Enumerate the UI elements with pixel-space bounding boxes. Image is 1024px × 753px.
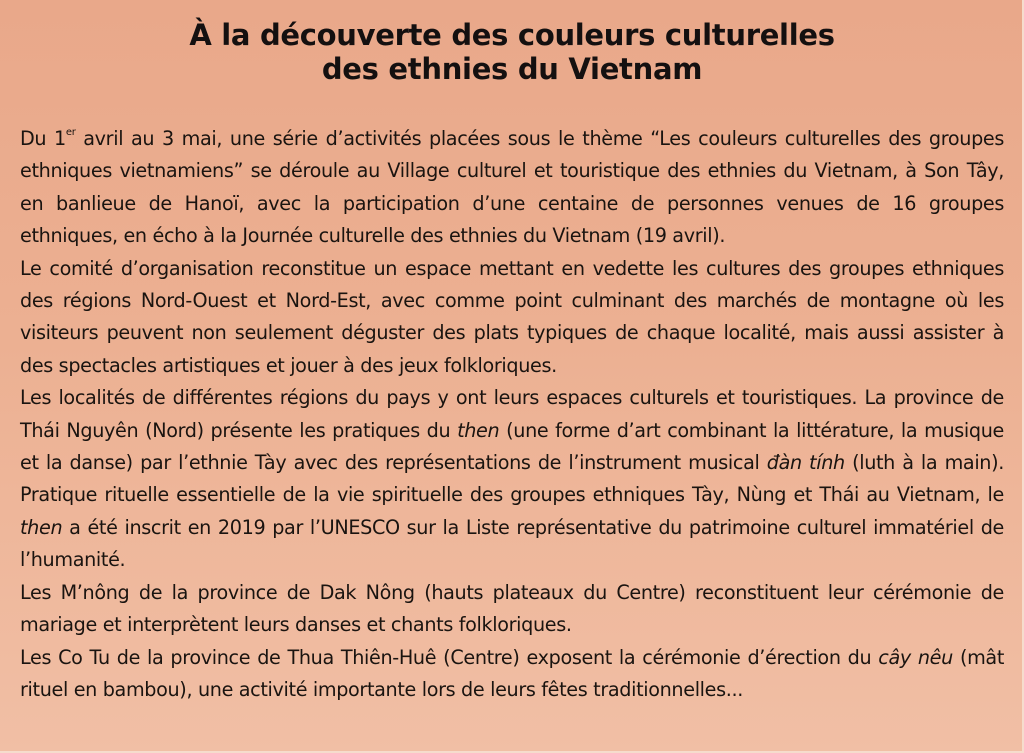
paragraph-thai-nguyen <box>20 382 1004 576</box>
paragraph-text: Les Co Tu de la province de Thua Thiên-Huê (Centre) exposent la cérémonie d’érection du <box>20 645 879 669</box>
title-line-2: des ethnies du Vietnam <box>321 52 703 86</box>
paragraph-text: a été inscrit en 2019 par l’UNESCO sur la Liste représentative du patrimoine culturel immatériel de l’humanité. <box>20 515 1004 572</box>
italic-term-cay-neu: cây nêu <box>878 645 953 669</box>
paragraph-intro-text-start: Du 1 <box>20 127 66 150</box>
ordinal-superscript: er <box>65 127 76 138</box>
paragraph-organisation: Le comité d’organisation reconstitue un espace mettant en vedette les cultures des groupes ethniques des régions Nord-Ouest et Nord-Est, avec comme point culminant des marchés de montagne où les visiteurs peuvent non seulement déguster des plats typiques de chaque localité, mais aussi assister à des spectacles artistiques et jouer à des jeux folkloriques. <box>20 256 1004 377</box>
title-line-1: À la découverte des couleurs culturelles <box>189 18 835 52</box>
paragraph-text: (mât rituel en bambou), une activité importante lors de leurs fêtes traditionnelles... <box>20 645 1004 701</box>
italic-term-dan-tinh: đàn tính <box>766 451 845 475</box>
paragraph-mnong: Les M’nông de la province de Dak Nông (hauts plateaux du Centre) reconstituent leur cérémonie de mariage et interprètent leurs danses et chants folkloriques. <box>20 580 1004 637</box>
paragraph-text: (une forme d’art combinant la littérature, la musique et la danse) par l’ethnie Tày avec des représentations de l’instrument musical <box>20 418 1004 475</box>
paragraph-text: (luth à la main). Pratique rituelle essentielle de la vie spirituelle des groupes ethniques Tày, Nùng et Thái au Vietnam, le <box>20 451 1004 507</box>
paragraph-intro-text-end: avril au 3 mai, une série d’activités placées sous le thème “Les couleurs culturelles des groupes ethniques vietnamiens” se déroule au Village culturel et touristique des ethnies du Vietnam, à Son Tây, en banlieue de Hanoï, avec la participation d’une centaine de personnes venues de 16 groupes ethniques, en écho à la Journée culturelle des ethnies du Vietnam (19 avril). <box>20 127 1005 248</box>
article-title <box>0 18 1024 86</box>
paragraph-intro <box>20 123 1004 253</box>
paragraph-text: Les localités de différentes régions du pays y ont leurs espaces culturels et touristiques. La province de Thái Nguyên (Nord) présente les pratiques du <box>20 386 1004 442</box>
italic-term-then: then <box>20 515 63 539</box>
paragraph-co-tu <box>20 642 1004 707</box>
article-body <box>20 123 1004 706</box>
italic-term-then: then <box>457 418 500 442</box>
